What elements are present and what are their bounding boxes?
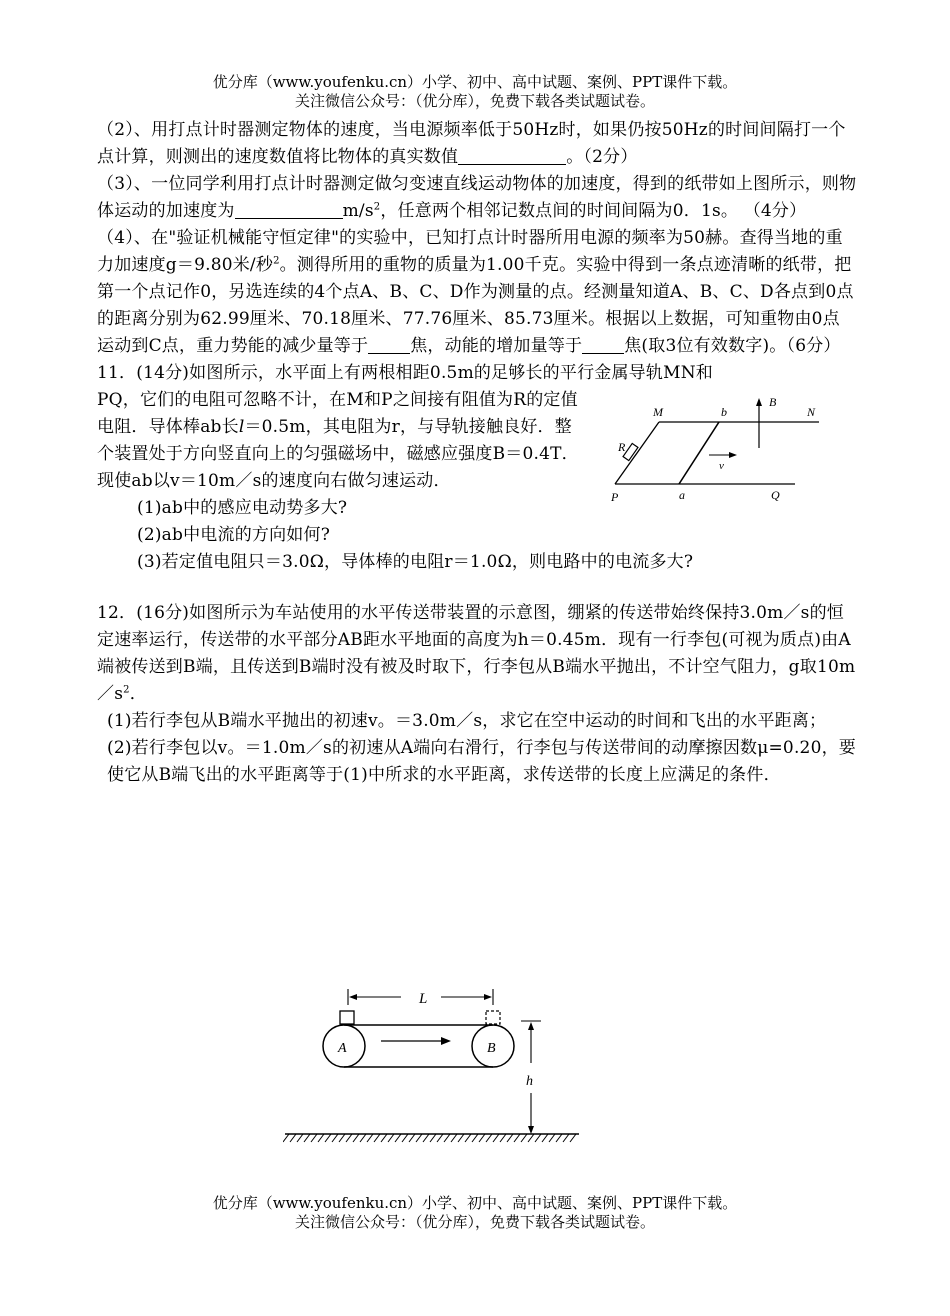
q12-intro: 12．(16分)如图所示为车站使用的水平传送带装置的示意图，绷紧的传送带始终保持3.0m／s的恒定速率运行，传送带的水平部分AB距水平地面的高度为h＝0.45m．现有一行李包(可视为质点)由A端被传送到B端，且传送到B端时没有被及时取下，行李包从B端水平抛出，不计空气阻力，g取$10m/s^2$．: [97, 603, 856, 704]
label-b: b: [721, 405, 728, 419]
label-B: B: [487, 1041, 496, 1056]
label-M: M: [653, 405, 664, 419]
q11-body: PQ，它们的电阻可忽略不计，在M和P之间接有阻值为R的定值电阻．导体棒ab长l＝0.5m，其电阻为r，与导轨接触良好．整个装置处于方向竖直向上的匀强磁场中，磁感应强度B＝0.4T．现使ab以v＝10m／s的速度向右做匀速运动．: [97, 390, 579, 491]
label-B-field: B: [769, 398, 777, 409]
rail-circuit-figure: [607, 398, 827, 518]
label-a: a: [679, 488, 686, 502]
luggage-box: [340, 1011, 354, 1024]
answer-blank: [458, 146, 566, 165]
q11-line1: 11．(14分)如图所示，水平面上有两根相距0.5m的足够长的平行金属导轨MN和: [97, 363, 713, 383]
label-N: N: [807, 405, 816, 419]
label-Q: Q: [771, 488, 780, 502]
question-12: [97, 600, 857, 789]
footer-line-1: 优分库（www.youfenku.cn）小学、初中、高中试题、案例、PPT课件下载。: [212, 1194, 738, 1212]
answer-blank: [235, 200, 343, 219]
label-P: P: [611, 490, 619, 504]
conveyor-belt-figure: [283, 985, 583, 1145]
q10-part3: （3）、一位同学利用打点计时器测定做匀变速直线运动物体的加速度，得到的纸带如上图所示，则物体运动的加速度为 $m/s^2$，任意两个相邻记数点间的时间间隔为0．1s。 （4分）: [97, 174, 857, 221]
page-content: [97, 117, 857, 789]
page-footer: [0, 1194, 950, 1232]
q12-sub1: (1)若行李包从B端水平抛出的初速v。＝3.0m／s，求它在空中运动的时间和飞出的水平距离；: [107, 711, 827, 731]
label-L: L: [419, 991, 428, 1007]
label-R: R: [618, 440, 626, 454]
label-A: A: [338, 1041, 347, 1056]
q11-sub2: (2)ab中电流的方向如何?: [137, 525, 331, 545]
ground-hatching: [283, 1134, 576, 1142]
q11-sub3: (3)若定值电阻只＝3.0Ω，导体棒的电阻r＝1.0Ω，则电路中的电流多大?: [137, 552, 694, 572]
page-header: [0, 73, 950, 111]
footer-line-2: 关注微信公众号：（优分库），免费下载各类试题试卷。: [294, 1213, 655, 1231]
answer-blank: [368, 335, 410, 354]
q11-sub1: (1)ab中的感应电动势多大?: [137, 498, 348, 518]
q10-part2: （2）、用打点计时器测定物体的速度，当电源频率低于50Hz时，如果仍按50Hz的时间间隔打一个点计算，则测出的速度数值将比物体的真实数值 。（2分）: [97, 120, 846, 167]
header-line-1: 优分库（www.youfenku.cn）小学、初中、高中试题、案例、PPT课件下载。: [212, 73, 738, 91]
label-h: h: [526, 1074, 533, 1089]
luggage-box-dashed: [486, 1011, 500, 1024]
q10-part4: （4）、在"验证机械能守恒定律"的实验中，已知打点计时器所用电源的频率为50赫。查得当地的重力加速度g＝9.80米/秒$^2$。测得所用的重物的质量为1.00千克。实验中得到一条点迹清晰的纸带，把第一个点记作0，另选连续的4个点A、B、C、D作为测量的点。经测量知道A、B、C、D各点到0点的距离分别为62.99厘米、70.18厘米、77.76厘米、85.73厘米。根据以上数据，可知重物由0点运动到C点，重力势能的减少量等于 焦，动能的增加量等于 焦(取3位有效数字)。（6分）: [97, 228, 854, 356]
header-line-2: 关注微信公众号：（优分库），免费下载各类试题试卷。: [294, 92, 655, 110]
answer-blank: [582, 335, 624, 354]
question-11: [97, 360, 857, 576]
label-v: v: [719, 460, 725, 472]
q12-sub2: (2)若行李包以v。＝1.0m／s的初速从A端向右滑行，行李包与传送带间的动摩擦因数μ=0.20，要使它从B端飞出的水平距离等于(1)中所求的水平距离，求传送带的长度上应满足的条件．: [107, 738, 856, 785]
